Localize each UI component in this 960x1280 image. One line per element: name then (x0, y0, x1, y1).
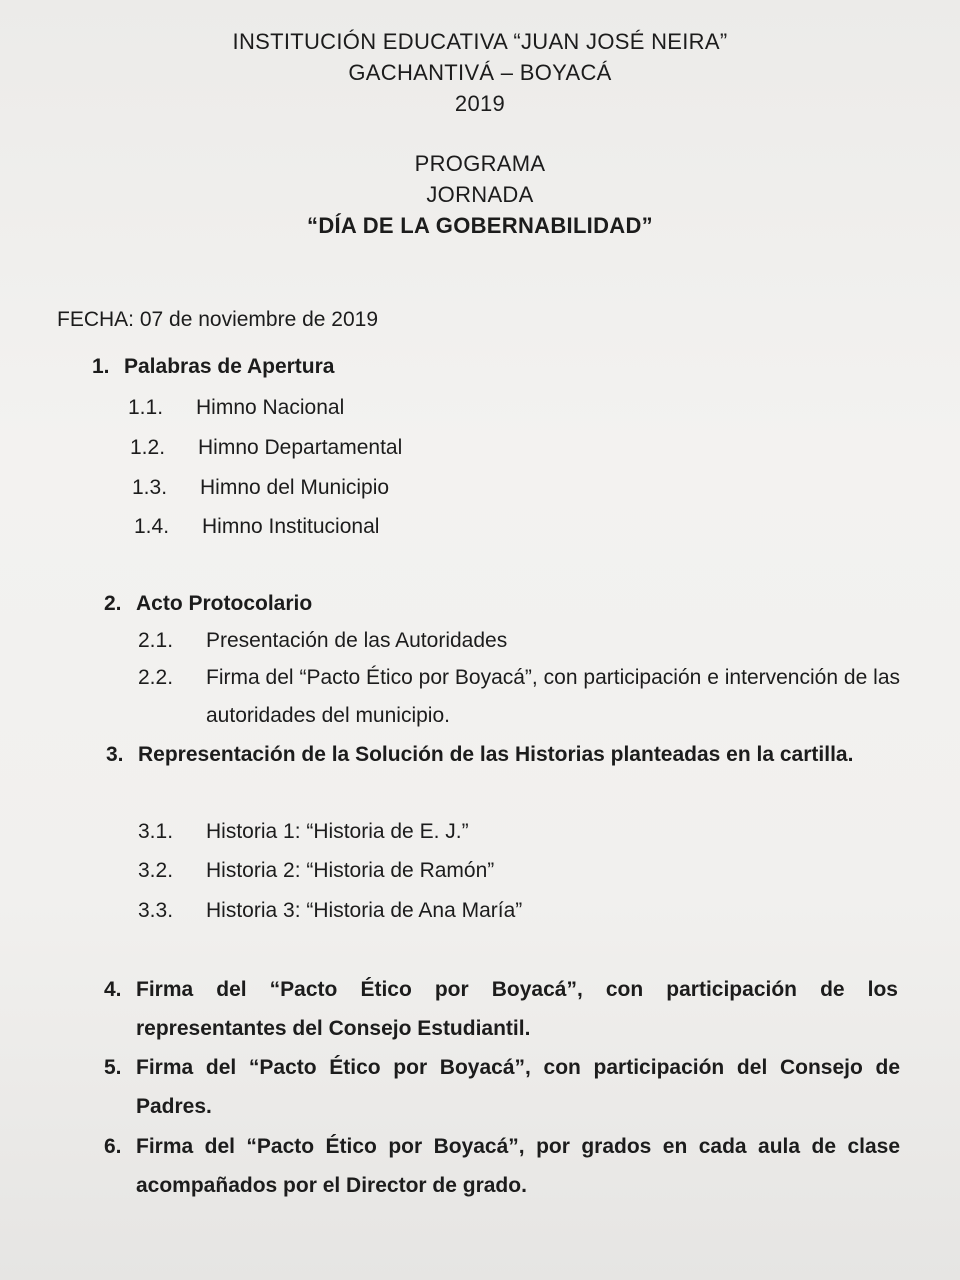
section-6 (104, 1127, 900, 1205)
item-text: Historia 2: “Historia de Ramón” (206, 859, 495, 882)
item-text: Himno Institucional (202, 515, 380, 538)
item-text: Historia 1: “Historia de E. J.” (206, 820, 469, 843)
event-name: “DÍA DE LA GOBERNABILIDAD” (307, 213, 653, 238)
list-item (138, 813, 638, 851)
list-item (130, 429, 450, 467)
list-item (138, 659, 900, 735)
item-number: 3.2. (138, 859, 174, 882)
section-number: 5. (104, 1056, 122, 1079)
section-5 (104, 1048, 900, 1126)
section-title: Firma del “Pacto Ético por Boyacá”, con participación del Consejo de Padres. (136, 1056, 900, 1118)
section-title: Firma del “Pacto Ético por Boyacá”, con participación de los representantes del Consejo Estudiantil. (136, 978, 898, 1040)
school-header (0, 26, 960, 119)
item-number: 1.1. (128, 396, 164, 419)
item-number: 2.1. (138, 629, 174, 652)
item-text: Historia 3: “Historia de Ana María” (206, 899, 523, 922)
section-4 (104, 970, 898, 1048)
item-number: 1.2. (130, 436, 166, 459)
list-item (132, 469, 452, 507)
event-date: FECHA: 07 de noviembre de 2019 (57, 308, 379, 331)
section-title: Firma del “Pacto Ético por Boyacá”, por grados en cada aula de clase acompañados por el Director de grado. (136, 1135, 900, 1197)
item-number: 2.2. (138, 666, 174, 689)
item-number: 3.3. (138, 899, 174, 922)
item-number: 3.1. (138, 820, 174, 843)
section-number: 1. (92, 355, 110, 378)
item-text: Firma del “Pacto Ético por Boyacá”, con participación e intervención de las autoridades del municipio. (206, 666, 900, 727)
list-item (138, 622, 638, 660)
section-number: 6. (104, 1135, 122, 1158)
section-2 (104, 584, 424, 623)
section-title: Representación de la Solución de las Historias planteadas en la cartilla. (138, 743, 854, 766)
item-text: Himno Nacional (196, 396, 345, 419)
program-title (0, 148, 960, 241)
item-number: 1.4. (134, 515, 170, 538)
list-item (128, 389, 448, 427)
event-label: JORNADA (426, 182, 534, 207)
section-1 (92, 347, 392, 386)
list-item (138, 852, 638, 890)
section-title: Acto Protocolario (136, 592, 313, 615)
section-title: Palabras de Apertura (124, 355, 335, 378)
school-name: INSTITUCIÓN EDUCATIVA “JUAN JOSÉ NEIRA” (232, 29, 728, 54)
item-text: Himno Departamental (198, 436, 403, 459)
list-item (134, 508, 454, 546)
section-number: 2. (104, 592, 122, 615)
section-number: 3. (106, 743, 124, 766)
school-location: GACHANTIVÁ – BOYACÁ (348, 60, 612, 85)
section-3 (106, 735, 898, 774)
list-item (138, 892, 638, 930)
item-text: Presentación de las Autoridades (206, 629, 508, 652)
program-label: PROGRAMA (414, 151, 546, 176)
item-text: Himno del Municipio (200, 476, 390, 499)
section-number: 4. (104, 978, 122, 1001)
document-year: 2019 (454, 91, 506, 116)
item-number: 1.3. (132, 476, 168, 499)
